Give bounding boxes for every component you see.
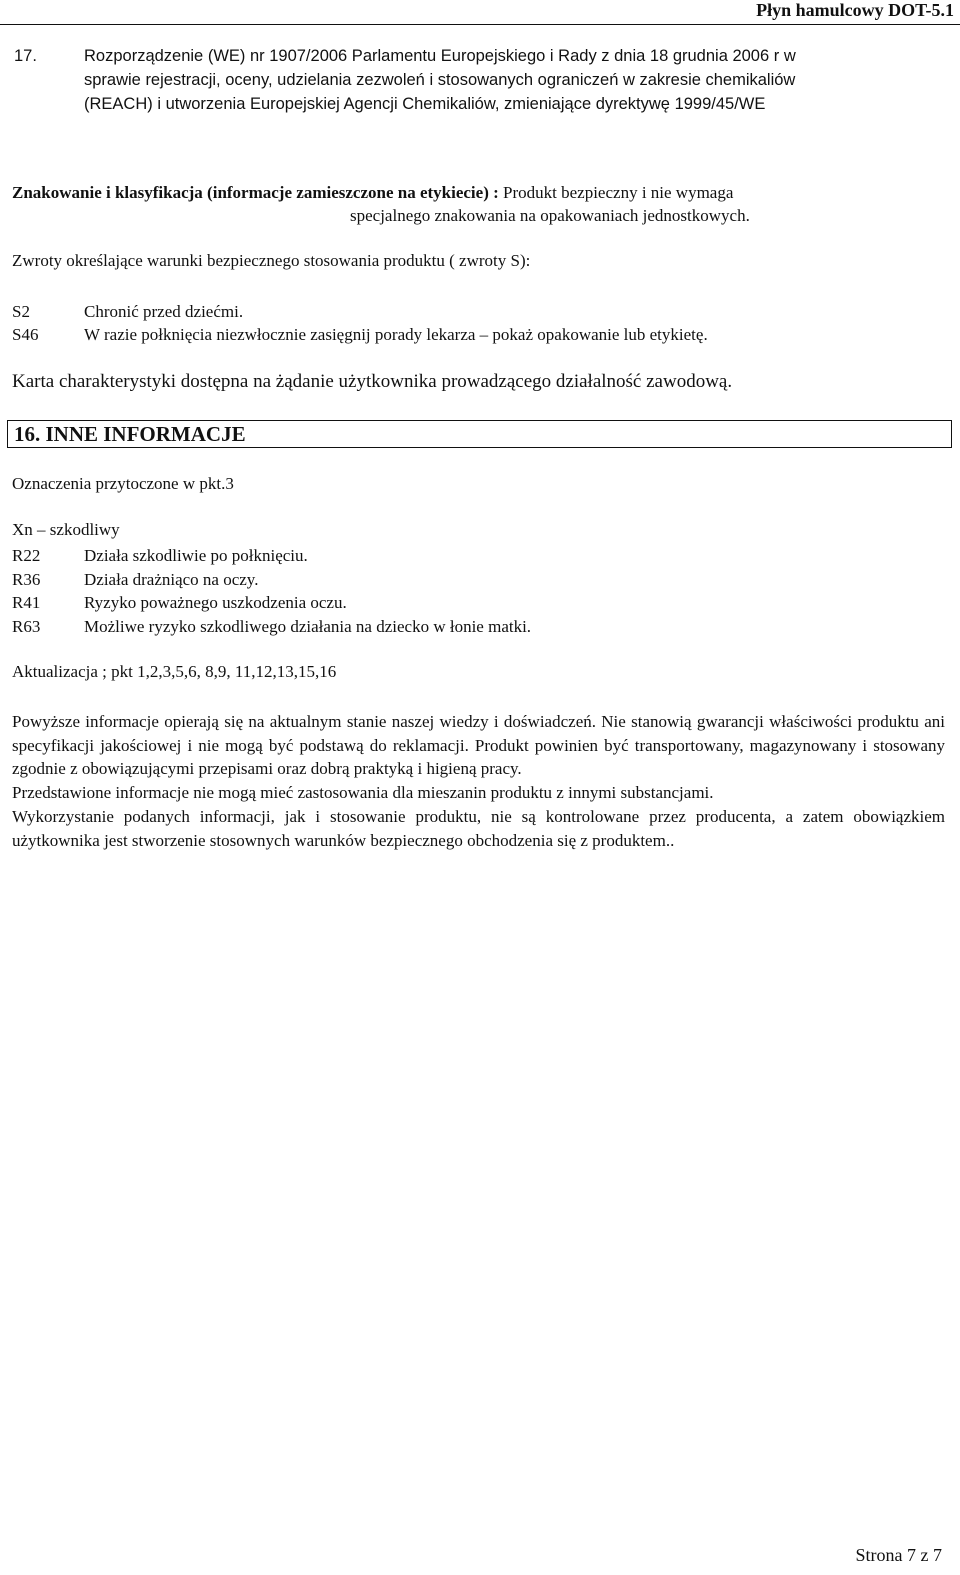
- r-phrase-text: Ryzyko poważnego uszkodzenia oczu.: [84, 593, 347, 612]
- s-phrase-text: W razie połknięcia niezwłocznie zasięgnij porady lekarza – pokaż opakowanie lub etykietę.: [84, 325, 708, 344]
- r-phrase-row: [12, 544, 531, 568]
- r-phrase-row: [12, 591, 531, 615]
- disclaimer-paragraph: Przedstawione informacje nie mogą mieć zastosowania dla mieszanin produktu z innymi substancjami.: [12, 783, 714, 803]
- s-phrase-row: [12, 300, 708, 323]
- regulation-item-17: [14, 44, 904, 116]
- disclaimer-paragraph: Powyższe informacje opierają się na aktualnym stanie naszej wiedzy i doświadczeń. Nie stanowią gwarancji właściwości produktu ani specyfikacji jakościowej i nie mogą być podstawą do reklamacji. Produkt powinien być transportowany, magazynowany i stosowany zgodnie z obowiązującymi przepisami oraz dobrą praktyką i higieną pracy.: [12, 712, 945, 779]
- r-phrase-code: R36: [12, 569, 41, 589]
- r-phrase-code: R41: [12, 593, 41, 612]
- r-phrase-row: [12, 615, 531, 639]
- update-note: Aktualizacja ; pkt 1,2,3,5,6, 8,9, 11,12,13,15,16: [12, 662, 337, 681]
- regulation-line: Rozporządzenie (WE) nr 1907/2006 Parlamentu Europejskiego i Rady z dnia 18 grudnia 2006 r w: [84, 47, 796, 65]
- safety-sheet-availability: Karta charakterystyki dostępna na żądanie użytkownika prowadzącego działalność zawodową.: [12, 371, 733, 392]
- s-phrases-list: [12, 300, 708, 346]
- r-phrase-row: [12, 568, 531, 592]
- s-phrase-code: S46: [12, 325, 39, 344]
- designations-intro: Oznaczenia przytoczone w pkt.3: [12, 474, 234, 493]
- section-16-heading-box: [7, 420, 952, 448]
- disclaimer-paragraph: Wykorzystanie podanych informacji, jak i stosowanie produktu, nie są kontrolowane przez producenta, a zatem obowiązkiem użytkownika jest stworzenie stosownych warunków bezpiecznego obchodzenia się z produktem..: [12, 806, 945, 850]
- s-phrase-text: Chronić przed dziećmi.: [84, 302, 244, 321]
- disclaimer-block: [12, 710, 945, 852]
- xn-designation: Xn – szkodliwy: [12, 520, 120, 539]
- regulation-line: (REACH) i utworzenia Europejskiej Agencji Chemikaliów, zmieniające dyrektywę 1999/45/WE: [84, 95, 766, 113]
- classification-block: [12, 181, 912, 227]
- header-divider: [0, 24, 960, 25]
- s-phrase-code: S2: [12, 302, 30, 321]
- regulation-number: 17.: [14, 47, 37, 65]
- document-header-title: Płyn hamulcowy DOT-5.1: [756, 0, 954, 20]
- r-phrase-code: R22: [12, 546, 41, 565]
- classification-text: Produkt bezpieczny i nie wymaga: [503, 183, 734, 202]
- r-phrase-text: Działa szkodliwie po połknięciu.: [84, 546, 308, 565]
- classification-label: Znakowanie i klasyfikacja (informacje zamieszczone na etykiecie) :: [12, 183, 499, 202]
- r-phrase-text: Działa drażniąco na oczy.: [84, 569, 259, 589]
- s-phrase-row: [12, 323, 708, 346]
- regulation-line: sprawie rejestracji, oceny, udzielania zezwoleń i stosowanych ograniczeń w zakresie chemikaliów: [84, 71, 796, 89]
- page-number: Strona 7 z 7: [855, 1545, 942, 1565]
- classification-text-cont: specjalnego znakowania na opakowaniach jednostkowych.: [350, 206, 750, 225]
- s-phrases-intro: Zwroty określające warunki bezpiecznego stosowania produktu ( zwroty S):: [12, 251, 531, 270]
- r-phrases-list: [12, 544, 531, 638]
- r-phrase-text: Możliwe ryzyko szkodliwego działania na dziecko w łonie matki.: [84, 616, 532, 636]
- section-16-title: 16. INNE INFORMACJE: [14, 422, 246, 446]
- r-phrase-code: R63: [12, 616, 41, 636]
